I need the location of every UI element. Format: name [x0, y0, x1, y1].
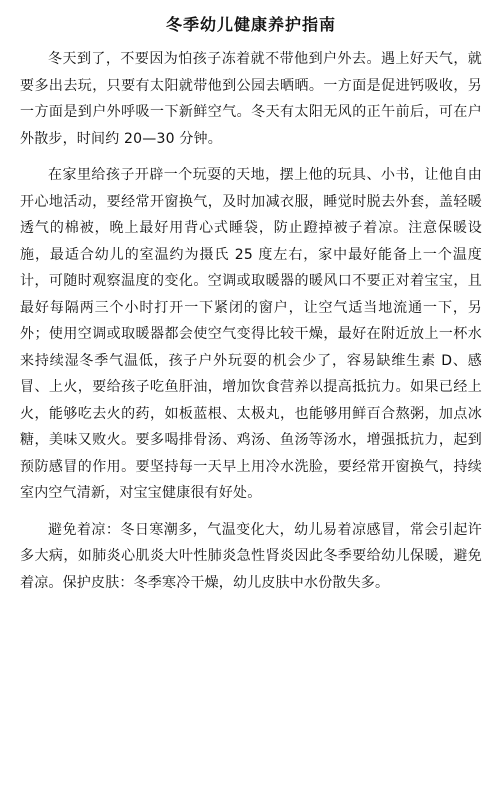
document-title: 冬季幼儿健康养护指南	[165, 15, 336, 34]
paragraph-outdoor: 冬天到了，不要因为怕孩子冻着就不带他到户外去。遇上好天气，就要多出去玩，只要有太阳就带他到公园去晒晒。一方面是促进钙吸收，另一方面是到户外呼吸一下新鲜空气。冬天有太阳无风的正午前后，可在户外散步，时间约 20—30 分钟。	[20, 51, 482, 147]
paragraph-home-care: 在家里给孩子开辟一个玩耍的天地，摆上他的玩具、小书，让他自由开心地活动，要经常开窗换气，及时加减衣服，睡觉时脱去外套，盖轻暖透气的棉被，晚上最好用背心式睡袋，防止蹬掉被子着凉。注意保暖设施，最适合幼儿的室温约为摄氏 25 度左右，家中最好能备上一个温度计，可随时观察温度的变化。空调或取暖器的暖风口不要正对着宝宝，且最好每隔两三个小时打开一下紧闭的窗户，让空气适当地流通一下，另外；使用空调或取暖器都会使空气变得比较干燥，最好在附近放上一杯水来持续湿冬季气温低，孩子户外玩耍的机会少了，容易缺维生素 D、感冒、上火，要给孩子吃鱼肝油，增加饮食营养以提高抵抗力。如果已经上火，能够吃去火的药，如板蓝根、太极丸，也能够用鲜百合熬粥，加点冰糖，美味又败火。要多喝排骨汤、鸡汤、鱼汤等汤水，增强抵抗力，起到预防感冒的作用。要坚持每一天早上用冷水洗脸，要经常开窗换气，持续室内空气清新，对宝宝健康很有好处。	[20, 167, 482, 501]
paragraph-avoid-cold: 避免着凉：冬日寒潮多，气温变化大，幼儿易着凉感冒，常会引起许多大病，如肺炎心肌炎大叶性肺炎急性肾炎因此冬季要给幼儿保暖，避免着凉。保护皮肤：冬季寒冷干燥，幼儿皮肤中水份散失多。	[20, 521, 482, 591]
